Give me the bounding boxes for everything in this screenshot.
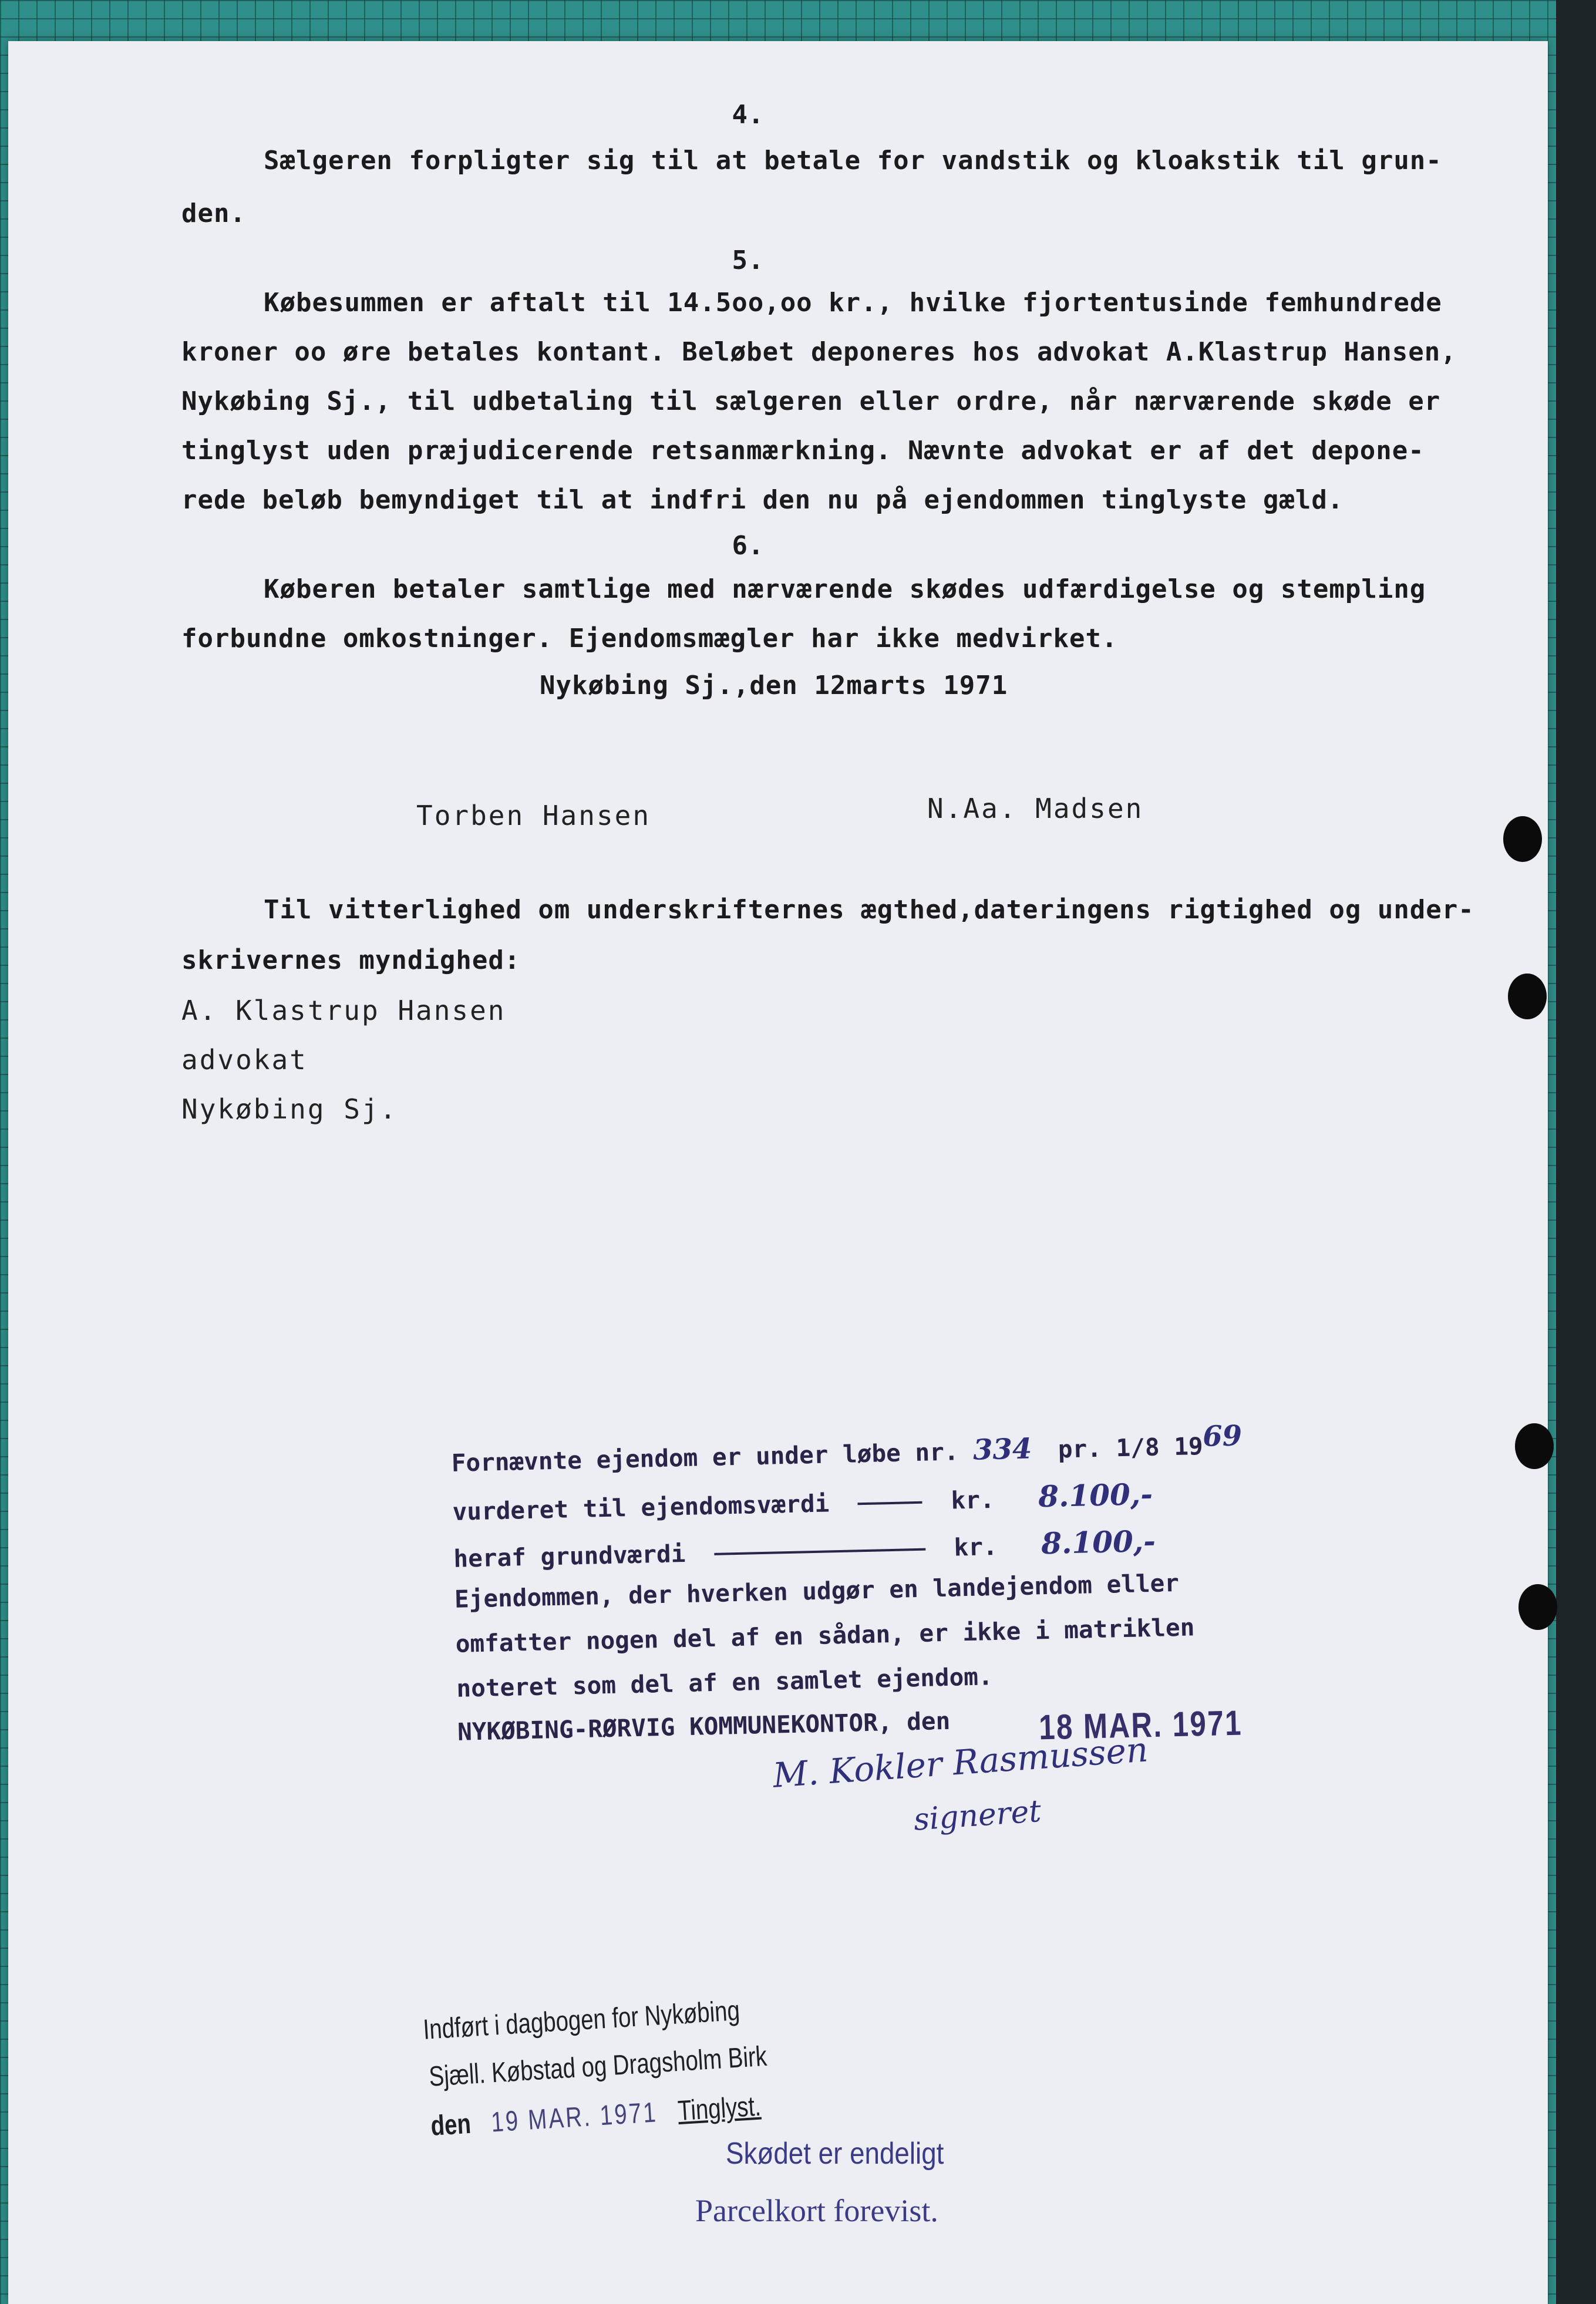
lobe-number: 334 xyxy=(972,1432,1032,1467)
place-and-date: Nykøbing Sj.,den 12marts 1971 xyxy=(540,671,1008,700)
document-page xyxy=(8,41,1548,2304)
punch-hole xyxy=(1515,1423,1554,1469)
property-value: 8.100,- xyxy=(1038,1476,1153,1514)
stamp-line-7: NYKØBING-RØRVIG KOMMUNEKONTOR, den xyxy=(457,1706,951,1746)
section-5-line-4: tinglyst uden præjudicerende retsanmærkning. Nævnte advokat er af det depone- xyxy=(181,436,1425,466)
registry-stamp-tinglyst: Tinglyst. xyxy=(676,2090,762,2127)
registry-stamp-date: 19 MAR. 1971 xyxy=(490,2097,659,2138)
stamp-line-2-kr: kr. xyxy=(951,1486,995,1515)
leader-line xyxy=(858,1501,922,1505)
scanner-background-edge xyxy=(1556,0,1596,2304)
stamp-line-4: Ejendommen, der hverken udgør en landejendom eller xyxy=(454,1568,1180,1614)
handwritten-signature: M. Kokler Rasmussen xyxy=(772,1729,1150,1796)
punch-hole xyxy=(1518,1584,1557,1630)
seller-signature: N.Aa. Madsen xyxy=(927,793,1144,824)
leader-line xyxy=(714,1548,925,1555)
registry-stamp-line-1: Indført i dagbogen for Nykøbing xyxy=(422,1995,741,2046)
witness-line-1: Til vitterlighed om underskrifternes ægthed,dateringens rigtighed og under- xyxy=(264,895,1474,925)
section-5-line-5: rede beløb bemyndiget til at indfri den nu på ejendommen tinglyste gæld. xyxy=(181,485,1344,515)
registry-stamp-line-2: Sjæll. Købstad og Dragsholm Birk xyxy=(428,2040,768,2093)
municipal-stamp xyxy=(450,1371,1376,1873)
stamp-line-6: noteret som del af en samlet ejendom. xyxy=(456,1662,994,1703)
witness-title: advokat xyxy=(181,1044,308,1076)
section-5-line-2: kroner oo øre betales kontant. Beløbet deponeres hos advokat A.Klastrup Hansen, xyxy=(181,337,1457,367)
stamp-line-3-label: heraf grundværdi xyxy=(453,1539,686,1573)
land-value: 8.100,- xyxy=(1041,1523,1156,1561)
section-4-line-2: den. xyxy=(181,198,246,228)
punch-hole xyxy=(1503,816,1542,862)
section-6-line-1: Køberen betaler samtlige med nærværende skødes udfærdigelse og stempling xyxy=(264,574,1426,604)
stamp-line-2-label: vurderet til ejendomsværdi xyxy=(452,1489,830,1526)
section-5-number: 5. xyxy=(732,245,765,275)
stamp-line-1-mid: pr. 1/8 19 xyxy=(1058,1431,1204,1464)
stamp-line-3-kr: kr. xyxy=(954,1532,998,1562)
witness-line-2: skrivernes myndighed: xyxy=(181,945,521,975)
section-5-line-1: Købesummen er aftalt til 14.5oo,oo kr., hvilke fjortentusinde femhundrede xyxy=(264,288,1442,318)
section-4-line-1: Sælgeren forpligter sig til at betale for vandstik og kloakstik til grun- xyxy=(264,146,1442,176)
section-5-line-3: Nykøbing Sj., til udbetaling til sælgeren eller ordre, når nærværende skøde er xyxy=(181,386,1441,416)
section-4-number: 4. xyxy=(732,100,765,130)
final-stamp-line-2: Parcelkort forevist. xyxy=(695,2193,938,2228)
section-6-line-2: forbundne omkostninger. Ejendomsmægler har ikke medvirket. xyxy=(181,624,1118,654)
witness-name: A. Klastrup Hansen xyxy=(181,995,506,1026)
stamp-line-1-prefix: Fornævnte ejendom er under løbe nr. xyxy=(451,1437,959,1477)
registry-stamp-den: den xyxy=(430,2108,472,2142)
stamp-line-5: omfatter nogen del af en sådan, er ikke i matriklen xyxy=(455,1613,1195,1658)
municipal-stamp-date: 18 MAR. 1971 xyxy=(1038,1703,1243,1747)
punch-hole xyxy=(1508,974,1547,1019)
year-suffix: 69 xyxy=(1202,1419,1243,1453)
witness-city: Nykøbing Sj. xyxy=(181,1093,398,1125)
final-stamp-line-1: Skødet er endeligt xyxy=(726,2137,944,2171)
handwritten-signeret: signeret xyxy=(913,1793,1043,1838)
buyer-signature: Torben Hansen xyxy=(416,800,651,831)
section-6-number: 6. xyxy=(732,531,765,561)
